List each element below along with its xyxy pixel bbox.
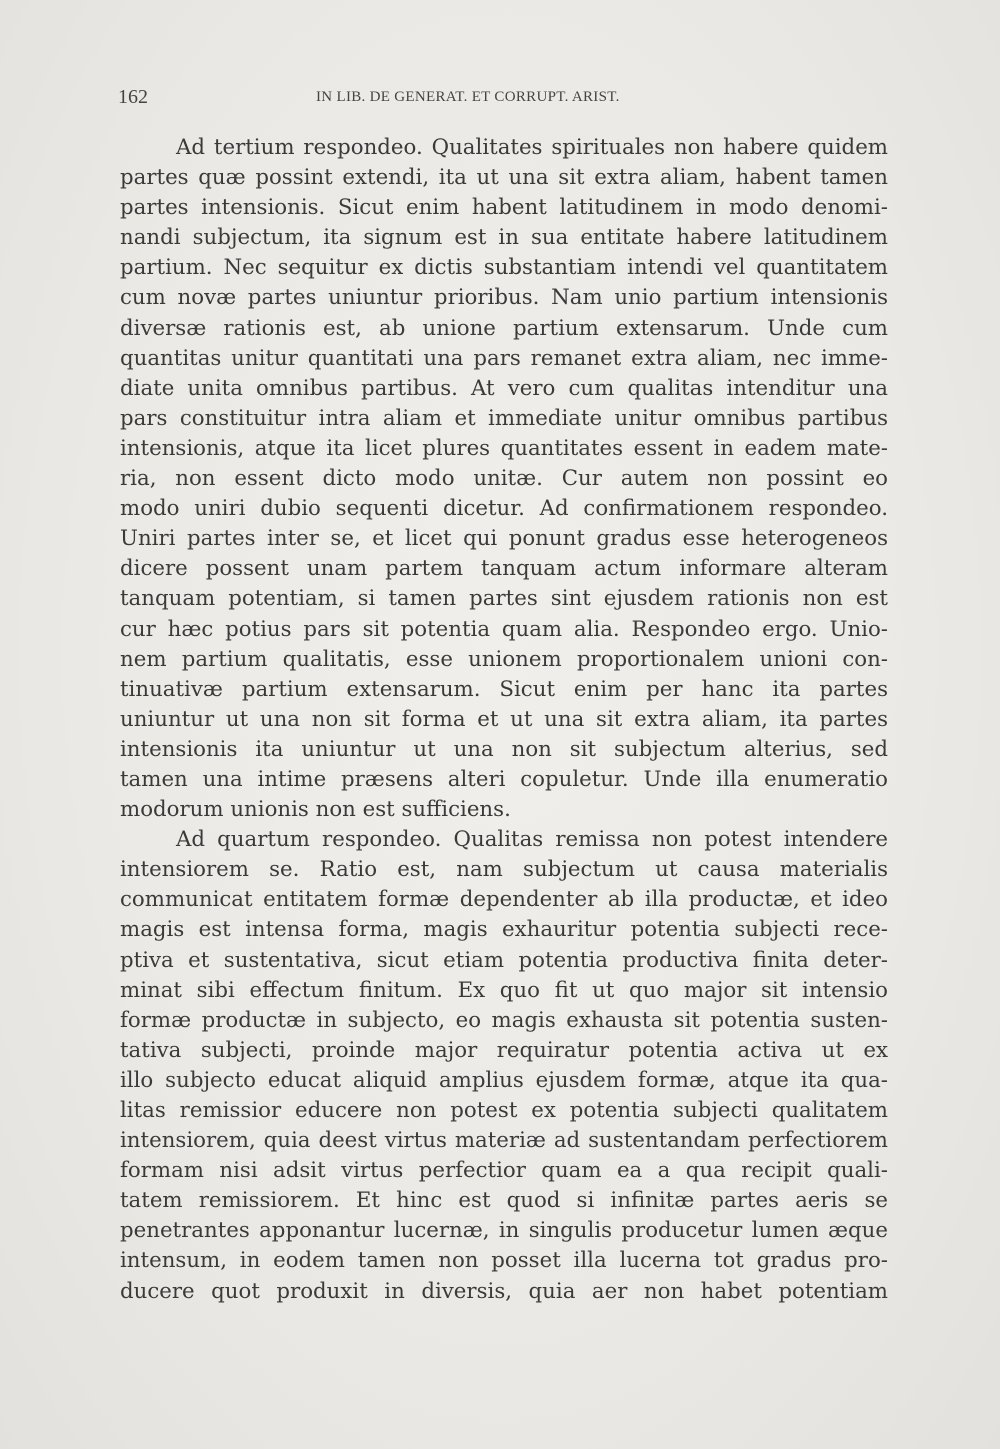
text-line: litas remissior educere non potest ex potentia subjecti qualitatem — [120, 1098, 888, 1123]
page-number: 162 — [118, 86, 148, 108]
text-line: tatem remissiorem. Et hinc est quod si infinitæ partes aeris se — [120, 1188, 888, 1214]
text-line: pars constituitur intra aliam et immediate unitur omnibus partibus — [120, 405, 888, 431]
text-line: intensum, in eodem tamen non posset illa lucerna tot gradus pro- — [120, 1248, 888, 1274]
text-line: communicat entitatem formæ dependenter ab illa productæ, et ideo — [120, 887, 888, 913]
text-line: magis est intensa forma, magis exhauritur potentia subjecti rece- — [120, 917, 888, 943]
text-line: tanquam potentiam, si tamen partes sint ejusdem rationis non est — [120, 586, 888, 612]
text-line: ria, non essent dicto modo unitæ. Cur autem non possint eo — [120, 466, 888, 492]
page-header — [118, 86, 890, 114]
text-line: uniuntur ut una non sit forma et ut una sit extra aliam, ita partes — [120, 706, 888, 732]
text-line: intensionis, atque ita licet plures quantitates essent in eadem mate- — [120, 435, 888, 461]
text-line: nandi subjectum, ita signum est in sua entitate habere latitudinem — [120, 225, 888, 251]
text-line: quantitas unitur quantitati una pars remanet extra aliam, nec imme- — [120, 345, 888, 371]
text-line: intensiorem, quia deest virtus materiæ ad sustentandam perfectiorem — [120, 1128, 888, 1154]
paragraph-first-line: Ad tertium respondeo. Qualitates spirituales non habere quidem — [176, 135, 888, 160]
text-line: partium. Nec sequitur ex dictis substantiam intendi vel quantitatem — [120, 255, 888, 281]
text-line: minat sibi effectum finitum. Ex quo fit ut quo major sit intensio — [120, 977, 888, 1003]
text-line: modo uniri dubio sequenti dicetur. Ad confirmationem respondeo. — [120, 496, 888, 522]
text-line: cur hæc potius pars sit potentia quam alia. Respondeo ergo. Unio- — [120, 616, 888, 642]
text-line: Uniri partes inter se, et licet qui ponunt gradus esse heterogeneos — [120, 526, 888, 552]
text-line: partes intensionis. Sicut enim habent latitudinem in modo denomi- — [120, 195, 888, 221]
text-line: diate unita omnibus partibus. At vero cum qualitas intenditur una — [120, 375, 888, 401]
text-line: intensionis ita uniuntur ut una non sit subjectum alterius, sed — [120, 736, 888, 762]
text-line: formam nisi adsit virtus perfectior quam ea a qua recipit quali- — [120, 1158, 888, 1184]
text-line: illo subjecto educat aliquid amplius ejusdem formæ, atque ita qua- — [120, 1067, 888, 1093]
paragraph-first-line: Ad quartum respondeo. Qualitas remissa non potest intendere — [176, 827, 888, 853]
running-head: IN LIB. DE GENERAT. ET CORRUPT. ARIST. — [316, 89, 620, 105]
body-text — [120, 133, 888, 1307]
text-line: penetrantes apponantur lucernæ, in singulis producetur lumen æque — [120, 1218, 888, 1244]
text-line: diversæ rationis est, ab unione partium extensarum. Unde cum — [120, 315, 888, 341]
text-line: tinuativæ partium extensarum. Sicut enim per hanc ita partes — [120, 676, 888, 702]
text-line: intensiorem se. Ratio est, nam subjectum ut causa materialis — [120, 857, 888, 883]
text-line: tativa subjecti, proinde major requiratur potentia activa ut ex — [120, 1037, 888, 1063]
text-line: partes quæ possint extendi, ita ut una sit extra aliam, habent tamen — [120, 165, 888, 191]
text-line: dicere possent unam partem tanquam actum informare alteram — [120, 556, 888, 582]
text-line: ptiva et sustentativa, sicut etiam potentia productiva finita deter- — [120, 947, 888, 973]
text-line: formæ productæ in subjecto, eo magis exhausta sit potentia susten- — [120, 1007, 888, 1033]
text-line: cum novæ partes uniuntur prioribus. Nam unio partium intensionis — [120, 285, 888, 311]
text-line: tamen una intime præsens alteri copuletur. Unde illa enumeratio — [120, 766, 888, 792]
text-line: ducere quot produxit in diversis, quia aer non habet potentiam — [120, 1278, 888, 1304]
text-line: nem partium qualitatis, esse unionem proportionalem unioni con- — [120, 646, 888, 672]
text-line: modorum unionis non est sufficiens. — [120, 797, 511, 823]
